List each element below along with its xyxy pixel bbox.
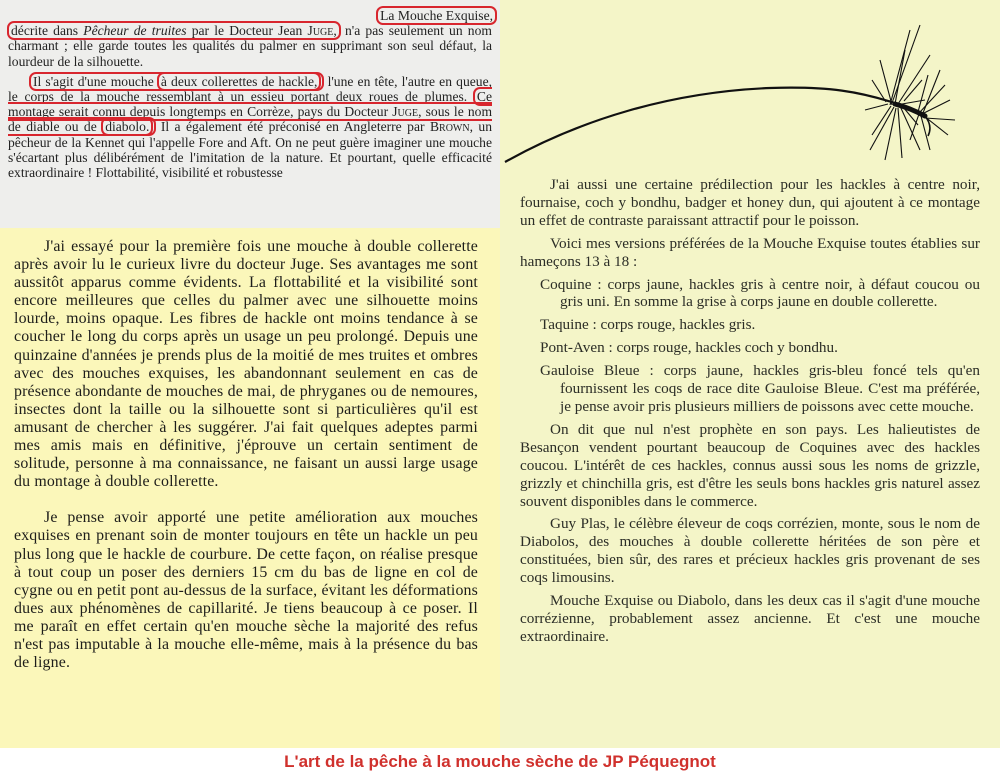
dry-fly-illustration (500, 0, 1000, 170)
right-paragraph-2: Voici mes versions préférées de la Mouche Exquise toutes établies sur hameçons 13 à 18 : (520, 234, 980, 270)
leader-line (505, 88, 895, 162)
left-paragraph-1: J'ai essayé pour la première fois une mouche à double collerette après avoir lu le curieux livre du docteur Juge. Ses avantages me sont aussitôt apparus comme évidents. La flottabilité et la visibilité sont encore meilleures que celles du palmer avec une silhouette moins lourde, moins opaque. Les fibres de hackle ont moins tendance à se coucher le long du corps après un usage un peu prolongé. Depuis une quinzaine d'années je prends plus de la moitié de mes truites et ombres avec des mouches exquises, les abandonnant seulement en cas de présence abondante de mouches de mai, de phryganes ou de nemoures, insectes dont la taille ou la silhouette sont si particulières qu'il est amusant de chercher à les suggérer. J'ai fait quelques adeptes parmi mes amis mais en définitive, j'éprouve un certain sentiment de solitude, personne à ma connaissance, ne faisant un aussi large usage du montage à double collerette. (14, 238, 478, 491)
right-text-column (520, 176, 980, 651)
variety-pont-aven: Pont-Aven : corps rouge, hackles coch y bondhu. (540, 339, 838, 357)
variety-coquine: Coquine : corps jaune, hackles gris à centre noir, à défaut coucou ou gris uni. En somme la grise à corps jaune en double collerette. (540, 275, 980, 311)
excerpt-paragraph-1: décrite dans Pêcheur de truites par le Docteur Jean Juge, n'a pas seulement un nom charmant ; elle garde toutes les qualités du palmer en supprimant son seul défaut, la lourdeur de la silhouette. (8, 23, 492, 69)
right-paragraph-1: J'ai aussi une certaine prédilection pour les hackles à centre noir, fournaise, coch y bondhu, badger et honey dun, qui ajoutent à ce montage un effet de contraste paraissant attractif pour le poisson. (520, 176, 980, 229)
highlight-book-reference: décrite dans Pêcheur de truites par le Docteur Jean Juge, (7, 21, 341, 40)
highlight-diabolo: diabolo. (101, 117, 153, 136)
author-name: Juge, (307, 23, 337, 39)
excerpt-paragraph-2: Il s'agit d'une mouche à deux collerettes de hackle, l'une en tête, l'autre en queue, le corps de la mouche ressemblant à un essieu portant deux roues de plumes. Ce montage serait connu depuis longtemps en Corrèze, pays du Docteur Juge, sous le nom de diable ou de diabolo. Il a également été préconisé en Angleterre par Brown, un pêcheur de la Kennet qui l'appelle Fore and Aft. On ne peut guère imaginer une mouche s'écartant plus délibérément de l'imitation de la nature. Et pourtant, quelle efficacité extraordinaire ! Flottabilité, visibilité et robustesse (8, 73, 493, 181)
fly-hackles (865, 25, 955, 160)
highlight-sentence: Il s'agit d'une mouche à deux collerettes de hackle, (29, 72, 324, 91)
highlight-two-collars: à deux collerettes de hackle, (157, 72, 322, 91)
variety-gauloise-bleue: Gauloise Bleue : corps jaune, hackles gris-bleu foncé tels qu'en fournissent les coqs de race dite Gauloise Bleue. C'est ma préférée, je pense avoir pris plusieurs milliers de poissons avec cette mouche. (540, 362, 980, 415)
right-paragraph-4: Guy Plas, le célèbre éleveur de coqs corrézien, monte, sous le nom de Diabolos, des mouches à double collerette héritées de son père et constituées, bien sûr, des rares et précieux hackles gris provenant de ses coqs limousins. (520, 515, 980, 587)
right-paragraph-5: Mouche Exquise ou Diabolo, dans les deux cas il s'agit d'une mouche corrézienne, probablement assez ancienne. Et c'est une mouche extraordinaire. (520, 592, 980, 645)
variety-taquine: Taquine : corps rouge, hackles gris. (540, 316, 756, 334)
highlight-correze: Ce montage serait connu depuis longtemps en Corrèze, pays du Docteur Juge, sous le nom de diable ou de diabolo. (8, 89, 493, 135)
fly-body (895, 104, 925, 116)
excerpt-panel (0, 0, 500, 228)
left-paragraph-2: Je pense avoir apporté une petite amélioration aux mouches exquises en prenant soin de monter toujours en tête un hackle un peu plus long que le hackle de courbure. De cette façon, on réalise presque à tout coup un poser des derniers 15 cm du bas de ligne en col de cygne ou en petit pont au-dessus de la surface, évitant les déformations dues aux phénomènes de capillarité. Je tiens beaucoup à ce poser. Il me paraît en effet certain qu'en mouche sèche la majorité des refus n'est pas imputable à la mouche elle-même, mais à la présence du bas de ligne. (14, 509, 478, 672)
source-caption: L'art de la pêche à la mouche sèche de JP Péquegnot (284, 752, 716, 771)
right-paragraph-3: On dit que nul n'est prophète en son pays. Les halieutistes de Besançon vendent pourtant beaucoup de Coquines avec des hackles coucou. L'intérêt de ces hackles, connus aussi sous les noms de grizzle, grizzly et chinchilla gris, est d'être les seuls bons hackles gris naturel assez souvent disponibles dans le commerce. (520, 420, 980, 510)
left-page (0, 228, 500, 748)
book-title: Pêcheur de truites (83, 23, 187, 39)
highlight-title: La Mouche Exquise, (376, 6, 497, 25)
